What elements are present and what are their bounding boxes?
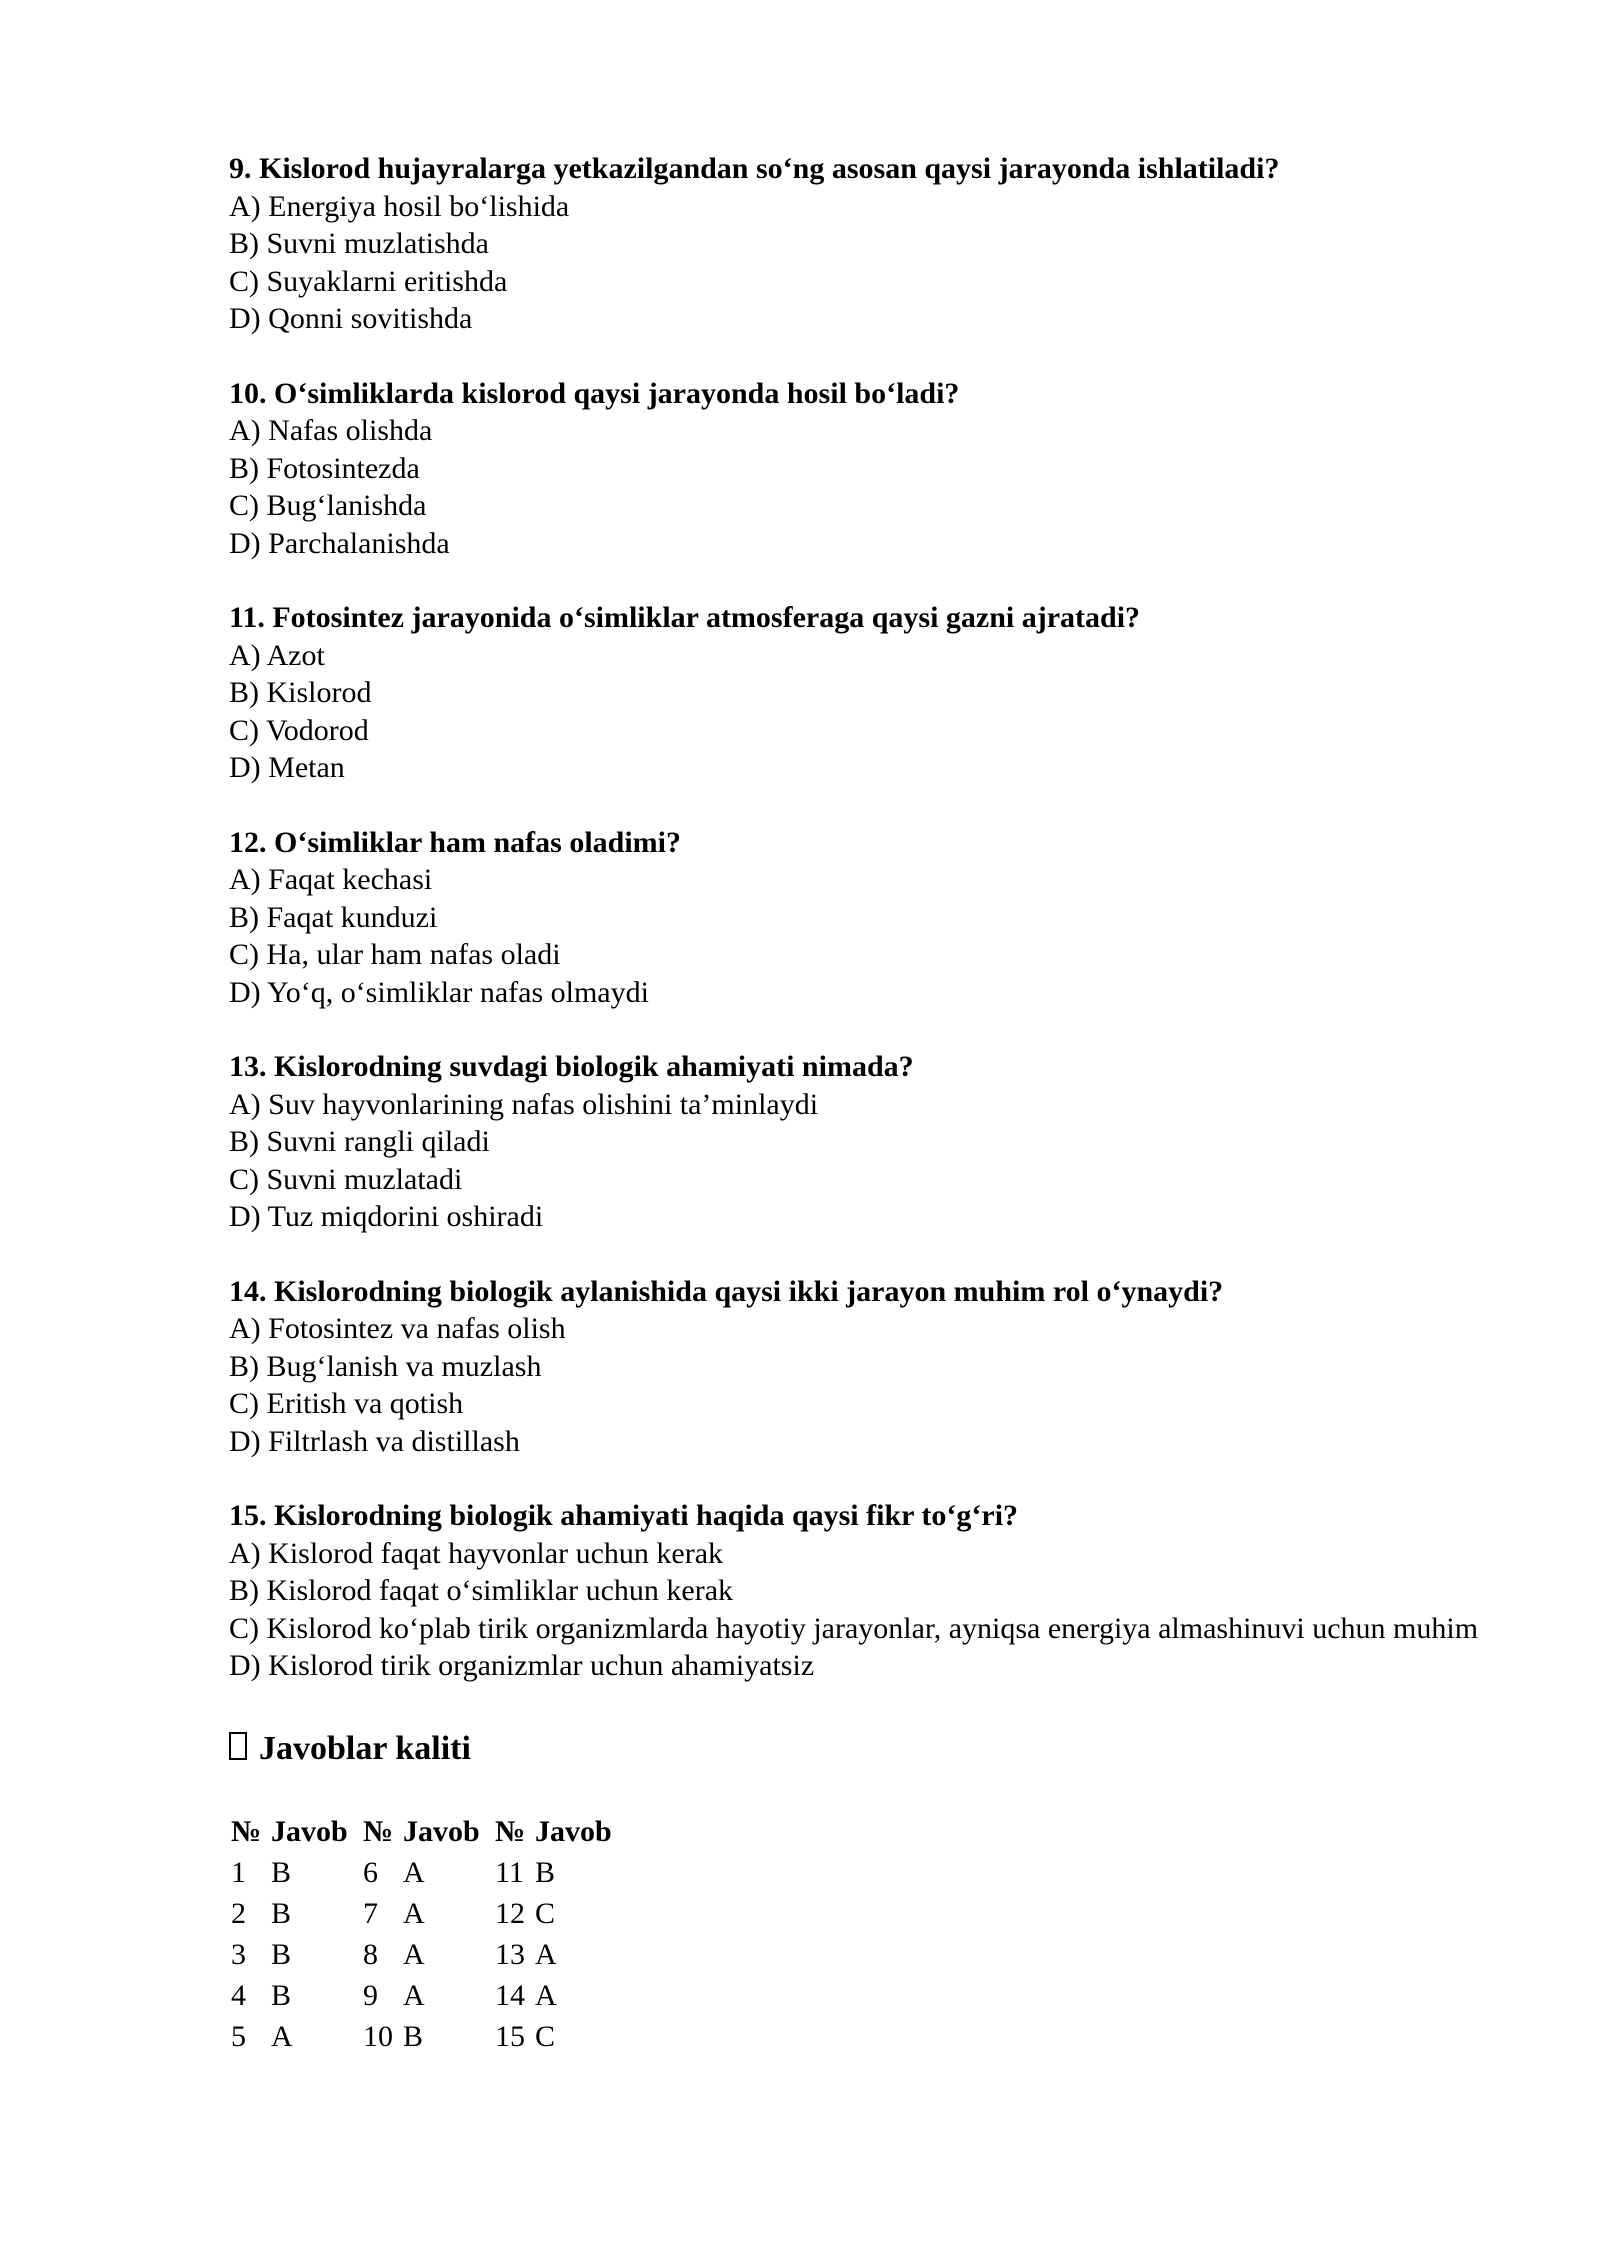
- column-header-answer: Javob: [271, 1814, 348, 1848]
- question-14: [229, 1273, 1529, 1461]
- answer-option: C) Kislorod ko‘plab tirik organizmlarda hayotiy jarayonlar, ayniqsa energiya almashinuvi uchun muhim: [229, 1611, 1479, 1645]
- question-title: 11. Fotosintez jarayonida o‘simliklar atmosferaga qaysi gazni ajratadi?: [229, 601, 1141, 634]
- answer-cell: B: [403, 2019, 424, 2053]
- answer-option: A) Nafas olishda: [229, 414, 433, 447]
- answer-cell: A: [403, 1855, 425, 1889]
- question-number-cell: 4: [231, 1978, 246, 2012]
- question-number-cell: 13: [495, 1937, 525, 1971]
- question-number-cell: 5: [231, 2019, 246, 2053]
- question-title: 10. O‘simliklarda kislorod qaysi jarayonda hosil bo‘ladi?: [229, 376, 960, 410]
- table-row: [231, 1975, 627, 2016]
- table-row: [231, 1852, 627, 1893]
- question-11: [229, 599, 1529, 787]
- question-number-cell: 1: [231, 1855, 246, 1889]
- answer-option: D) Metan: [229, 751, 345, 784]
- column-header-number: №: [495, 1814, 526, 1848]
- answer-key-header-row: [231, 1811, 627, 1852]
- question-number-cell: 8: [363, 1937, 378, 1971]
- answer-cell: A: [403, 1978, 425, 2012]
- question-number-cell: 2: [231, 1896, 246, 1930]
- answer-option: B) Fotosintezda: [229, 451, 420, 485]
- question-13: [229, 1048, 1529, 1236]
- answer-option: C) Vodorod: [229, 713, 369, 747]
- answer-option: C) Ha, ular ham nafas oladi: [229, 938, 561, 971]
- answer-option: D) Parchalanishda: [229, 526, 450, 560]
- answer-option: C) Bug‘lanishda: [229, 489, 427, 522]
- column-header-answer: Javob: [403, 1814, 480, 1848]
- column-header-number: №: [363, 1814, 394, 1848]
- answer-option: A) Faqat kechasi: [229, 863, 433, 896]
- answer-option: B) Kislorod faqat o‘simliklar uchun kerak: [229, 1574, 734, 1607]
- answer-option: B) Faqat kunduzi: [229, 900, 438, 934]
- column-header-number: №: [231, 1814, 262, 1848]
- question-number-cell: 10: [363, 2019, 393, 2053]
- answer-cell: C: [535, 2019, 556, 2053]
- question-15: [229, 1497, 1529, 1685]
- question-title: 9. Kislorod hujayralarga yetkazilgandan so‘ng asosan qaysi jarayonda ishlatiladi?: [229, 152, 1280, 185]
- answer-cell: A: [535, 1937, 557, 1971]
- answer-cell: B: [535, 1855, 556, 1889]
- answer-option: A) Kislorod faqat hayvonlar uchun kerak: [229, 1536, 724, 1570]
- question-number-cell: 6: [363, 1855, 378, 1889]
- answer-cell: A: [535, 1978, 557, 2012]
- question-title: 14. Kislorodning biologik aylanishida qaysi ikki jarayon muhim rol o‘ynaydi?: [229, 1274, 1224, 1308]
- question-number-cell: 7: [363, 1896, 378, 1930]
- answer-option: C) Suyaklarni eritishda: [229, 264, 508, 298]
- question-number-cell: 12: [495, 1896, 525, 1930]
- question-9: [229, 150, 1529, 338]
- answer-key-table: [231, 1811, 627, 2057]
- answer-cell: A: [271, 2019, 293, 2053]
- question-title: 15. Kislorodning biologik ahamiyati haqida qaysi fikr to‘g‘ri?: [229, 1499, 1019, 1532]
- document-page: [229, 150, 1529, 2057]
- answer-key-heading: [229, 1729, 1529, 1769]
- missing-glyph-box-icon: [229, 1732, 247, 1760]
- answer-option: C) Eritish va qotish: [229, 1387, 464, 1420]
- table-row: [231, 1893, 627, 1934]
- answer-option: B) Suvni rangli qiladi: [229, 1125, 490, 1158]
- answer-option: D) Kislorod tirik organizmlar uchun ahamiyatsiz: [229, 1649, 815, 1682]
- table-row: [231, 2016, 627, 2057]
- column-header-answer: Javob: [535, 1814, 612, 1848]
- answer-key-title: Javoblar kaliti: [259, 1729, 471, 1767]
- answer-option: D) Qonni sovitishda: [229, 302, 473, 335]
- answer-option: B) Kislorod: [229, 676, 372, 709]
- answer-option: B) Bug‘lanish va muzlash: [229, 1349, 542, 1383]
- question-title: 12. O‘simliklar ham nafas oladimi?: [229, 825, 681, 859]
- answer-option: B) Suvni muzlatishda: [229, 227, 489, 260]
- question-number-cell: 3: [231, 1937, 246, 1971]
- answer-cell: B: [271, 1855, 292, 1889]
- answer-option: D) Yo‘q, o‘simliklar nafas olmaydi: [229, 975, 649, 1009]
- question-number-cell: 11: [495, 1855, 524, 1889]
- question-12: [229, 824, 1529, 1012]
- question-number-cell: 9: [363, 1978, 378, 2012]
- answer-option: D) Tuz miqdorini oshiradi: [229, 1200, 544, 1233]
- answer-option: A) Fotosintez va nafas olish: [229, 1312, 566, 1345]
- answer-cell: B: [271, 1937, 292, 1971]
- answer-option: A) Azot: [229, 638, 325, 672]
- answer-option: C) Suvni muzlatadi: [229, 1162, 463, 1196]
- question-10: [229, 375, 1529, 563]
- answer-option: D) Filtrlash va distillash: [229, 1424, 520, 1458]
- answer-cell: B: [271, 1896, 292, 1930]
- answer-option: A) Suv hayvonlarining nafas olishini ta’minlaydi: [229, 1087, 819, 1121]
- table-row: [231, 1934, 627, 1975]
- question-title: 13. Kislorodning suvdagi biologik ahamiyati nimada?: [229, 1050, 914, 1083]
- question-number-cell: 15: [495, 2019, 525, 2053]
- answer-cell: A: [403, 1896, 425, 1930]
- answer-cell: B: [271, 1978, 292, 2012]
- answer-option: A) Energiya hosil bo‘lishida: [229, 189, 570, 223]
- question-number-cell: 14: [495, 1978, 525, 2012]
- answer-cell: C: [535, 1896, 556, 1930]
- answer-cell: A: [403, 1937, 425, 1971]
